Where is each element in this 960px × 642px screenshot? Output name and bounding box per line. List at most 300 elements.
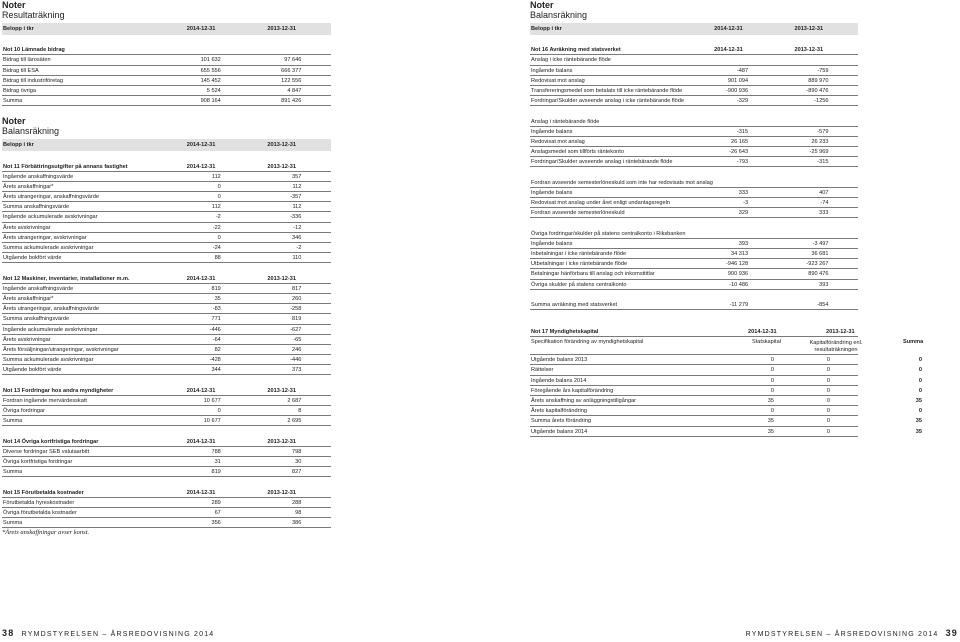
value-2013: 407 (819, 189, 829, 196)
value-2014: 88 (214, 255, 221, 262)
note-heading-row (2, 274, 331, 284)
spacer-row (530, 106, 858, 116)
spacer-row (2, 477, 331, 487)
row-label: Not 14 Övriga kortfristiga fordringar (3, 438, 99, 445)
section-title: Balansräkning (2, 126, 60, 137)
table-row (2, 243, 331, 253)
row-label: Ingående balans (531, 128, 573, 135)
row-label: Summa (3, 418, 23, 425)
value-2013: 98 (295, 509, 302, 516)
table-row (530, 178, 858, 188)
table-row (530, 55, 858, 65)
note-heading-row (2, 45, 331, 55)
value-summa: 35 (915, 398, 922, 404)
balans-table (2, 139, 331, 528)
table-row (530, 365, 922, 375)
value-2013: -579 (817, 128, 829, 135)
row-label: Fordran ingående mervärdesskatt (3, 397, 87, 404)
table-row (2, 406, 331, 416)
header-col-2013: 2013-12-31 (267, 26, 296, 32)
row-label: Årets avskrivningar (3, 336, 51, 343)
row-label: Utgående balans 2013 (531, 357, 588, 364)
value-2013: 2013-12-31 (794, 47, 824, 54)
value-2014: 101 632 (200, 57, 221, 64)
value-kapitalforandring: 0 (826, 357, 830, 364)
value-2013: 2 695 (287, 418, 302, 425)
value-2013: 373 (292, 367, 302, 374)
table-row (530, 147, 858, 157)
value-2014: 5 524 (206, 87, 221, 94)
not17-title: Not 17 Myndighetskapital (531, 329, 599, 336)
value-2013: -890 476 (806, 87, 829, 94)
table-row (2, 447, 331, 457)
row-label: Redovisat mot anslag (531, 77, 585, 84)
table-row (530, 229, 858, 239)
value-2014: 2014-12-31 (186, 489, 216, 496)
header-col-2013: 2013-12-31 (794, 26, 824, 32)
value-2013: -315 (817, 159, 829, 166)
value-2013: 2013-12-31 (267, 275, 296, 282)
value-2013: 30 (295, 458, 302, 465)
not17-statskapital-label: Statskapital (752, 339, 781, 346)
row-label: Bidrag övriga (3, 87, 36, 94)
table-row (2, 233, 331, 243)
page-number-left (2, 628, 214, 638)
value-2014: 112 (211, 173, 221, 180)
table-row (530, 300, 858, 310)
value-2014: 2014-12-31 (186, 438, 216, 445)
section-title: Resultaträkning (2, 10, 65, 20)
spacer-row (530, 167, 858, 177)
value-2014: 145 452 (200, 77, 221, 84)
row-label: Summa årets förändring (531, 418, 592, 425)
value-2013: 386 (292, 520, 302, 527)
value-2014: 819 (211, 285, 221, 292)
row-label: Fordran avseende semesterlöneskuld (531, 210, 625, 217)
table-row (530, 96, 858, 106)
table-header-row (530, 23, 858, 35)
page-number: 38 (2, 628, 15, 638)
value-2014: -793 (736, 159, 749, 166)
table-row (530, 386, 922, 396)
table-row (2, 172, 331, 182)
section-title: Balansräkning (530, 10, 588, 20)
row-label: Transfereringsmedel som betalats till icke räntebärande flöde (531, 87, 683, 94)
table-row (530, 127, 858, 137)
value-2014: 67 (214, 509, 221, 516)
value-statskapital: 0 (770, 408, 774, 415)
table-row (2, 253, 331, 263)
row-label: Redovisat mot anslag (531, 138, 585, 145)
not17-header-row (530, 327, 858, 337)
note-heading-row (530, 45, 858, 55)
table-row (530, 157, 858, 167)
value-2014: 2014-12-31 (186, 163, 216, 170)
value-2013: -854 (817, 301, 829, 308)
value-summa: 0 (918, 377, 922, 384)
value-kapitalforandring: 0 (826, 398, 830, 404)
row-label: Summa (3, 520, 23, 527)
row-label: Ingående balans 2014 (531, 377, 587, 384)
value-2013: 798 (292, 448, 302, 455)
row-label: Föregående års kapitalförändring (531, 387, 614, 394)
value-2013: -258 (290, 306, 302, 313)
table-row (2, 55, 331, 65)
spacer-row (2, 375, 331, 385)
row-label: Ingående anskaffningsvärde (3, 173, 74, 180)
header-col-2013: 2013-12-31 (267, 142, 296, 149)
value-statskapital: 0 (770, 377, 774, 384)
table-row (2, 192, 331, 202)
table-row (530, 376, 922, 386)
table-row (530, 355, 922, 365)
value-summa: 35 (915, 428, 922, 435)
value-2013: 246 (292, 346, 302, 353)
value-2013: 357 (292, 173, 302, 180)
row-label: Årets anskaffning av anläggningstillgångar (531, 398, 637, 404)
header-label: Belopp i tkr (531, 26, 562, 32)
row-label: Årets försäljningar/utrangeringar, avskrivningar (3, 346, 119, 353)
table-row (530, 86, 858, 96)
footnote: *Årets anskaffningar avser konst. (2, 529, 90, 537)
value-2013: 112 (292, 183, 302, 190)
value-2013: 2013-12-31 (267, 163, 296, 170)
table-row (530, 259, 858, 269)
value-2013: 2013-12-31 (267, 387, 296, 394)
value-2014: 900 936 (727, 271, 749, 278)
row-label: Not 15 Förutbetalda kostnader (3, 489, 84, 496)
value-2013: -357 (290, 194, 302, 201)
value-2014: 333 (738, 189, 749, 196)
value-2014: 356 (211, 520, 221, 527)
row-label: Utbetalningar i icke räntebärande flöde (531, 261, 628, 268)
row-label: Not 11 Förbättringsutgifter på annans fastighet (3, 163, 128, 170)
table-row (530, 66, 858, 76)
table-row (2, 335, 331, 345)
row-label: Bidrag till ESA (3, 67, 39, 74)
row-label: Årets utrangeringar, avskrivningar (3, 234, 87, 241)
value-2014: -83 (212, 306, 221, 313)
table-row (530, 406, 922, 416)
value-statskapital: 0 (770, 357, 774, 364)
table-row (530, 117, 858, 127)
row-label: Not 16 Avräkning med statsverket (531, 47, 621, 54)
value-2013: 122 556 (281, 77, 302, 84)
running-title: RYMDSTYRELSEN – ÅRSREDOVISNING 2014 (21, 631, 215, 638)
table-row (530, 416, 922, 426)
value-2013: -446 (290, 357, 302, 364)
value-2014: -11 279 (729, 301, 749, 308)
table-row (2, 314, 331, 324)
row-label: Summa ackumulerade avskrivningar (3, 357, 94, 364)
value-kapitalforandring: 0 (826, 367, 830, 374)
value-2014: -446 (209, 326, 221, 333)
row-label: Summa anskaffningsvärde (3, 316, 70, 323)
not17-subheader-row (530, 337, 924, 355)
value-2013: 827 (292, 469, 302, 476)
value-2014: 329 (738, 210, 749, 217)
value-2014: -22 (212, 224, 221, 231)
value-summa: 0 (918, 387, 922, 394)
value-2014: 788 (211, 448, 221, 455)
table-header-row (2, 23, 331, 35)
row-label: Anslag i räntebärande flöde (531, 118, 600, 125)
value-2014: 10 677 (203, 397, 221, 404)
value-2014: -64 (212, 336, 221, 343)
value-summa: 35 (915, 418, 922, 425)
table-row (530, 239, 858, 249)
row-label: Anslag i icke räntebärande flöde (531, 57, 611, 64)
value-2014: -487 (736, 67, 749, 74)
running-title: RYMDSTYRELSEN – ÅRSREDOVISNING 2014 (745, 631, 939, 638)
not17-kapitalforandring-label: Kapitalförändring enl. resultaträkningen (809, 340, 863, 354)
value-2013: -2 (296, 245, 302, 251)
row-label: Ingående balans (531, 67, 573, 74)
spacer-row (2, 151, 331, 161)
value-2014: -428 (209, 357, 221, 364)
table-row (2, 294, 331, 304)
table-row (530, 269, 858, 279)
value-2014: 31 (214, 458, 221, 465)
table-row (530, 137, 858, 147)
value-2014: 10 677 (203, 418, 221, 425)
row-label: Bidrag till lärosäten (3, 57, 51, 64)
row-label: Övriga fordringar (3, 408, 45, 414)
value-summa: 0 (918, 367, 922, 374)
table-row (530, 427, 922, 437)
value-2013: 36 681 (811, 250, 829, 257)
value-2014: 112 (211, 204, 221, 211)
header-col-2014: 2014-12-31 (714, 26, 743, 32)
table-row (2, 182, 331, 192)
avrakning-table (530, 23, 858, 310)
row-label: Summa ackumulerade avskrivningar (3, 245, 94, 251)
row-label: Förutbetalda hyreskostnader (3, 499, 75, 506)
value-2013: 890 476 (808, 271, 829, 278)
header-label: Belopp i tkr (3, 142, 34, 149)
row-label: Utgående balans 2014 (531, 428, 588, 435)
row-label: Summa anskaffningsvärde (3, 204, 70, 211)
note-heading-row (2, 437, 331, 447)
value-2013: 288 (292, 499, 302, 506)
table-row (2, 416, 331, 426)
value-2014: -10 486 (729, 281, 749, 288)
spacer-row (2, 426, 331, 436)
value-2013: 346 (292, 234, 302, 241)
value-2014: -3 (743, 200, 749, 206)
table-row (530, 396, 922, 406)
row-label: Betalningar hänförbara till anslag och inkomsttitlar (531, 271, 655, 278)
value-statskapital: 0 (770, 367, 774, 374)
table-row (2, 76, 331, 86)
value-2013: 393 (819, 281, 829, 288)
value-kapitalforandring: 0 (826, 428, 830, 435)
row-label: Ingående ackumulerade avskrivningar (3, 214, 98, 221)
not17-spec-label: Specifikation förändring av myndighetskapital (531, 339, 644, 346)
value-statskapital: 35 (767, 398, 774, 404)
spacer-row (530, 35, 858, 45)
value-2014: 344 (211, 367, 221, 374)
value-2014: 0 (217, 234, 221, 241)
table-row (2, 518, 331, 528)
table-row (2, 345, 331, 355)
value-2014: 0 (217, 408, 221, 414)
value-2013: -65 (293, 336, 302, 343)
note-heading-row (2, 162, 331, 172)
row-label: Summa (3, 98, 23, 105)
value-statskapital: 35 (767, 418, 774, 425)
table-row (2, 396, 331, 406)
value-2013: -74 (820, 200, 829, 206)
table-row (530, 198, 858, 208)
table-row (2, 212, 331, 222)
spacer-row (2, 263, 331, 273)
value-2014: -26 643 (729, 149, 749, 156)
value-2013: 26 233 (811, 138, 829, 145)
row-label: Utgående bokfört värde (3, 367, 62, 374)
value-kapitalforandring: 0 (826, 408, 830, 415)
row-label: Diverse fordringar SEB valutaarbitt (3, 448, 90, 455)
table-row (2, 66, 331, 76)
row-label: Övriga fordringar/skulder på statens centralkonto i Riksbanken (531, 230, 686, 237)
value-2013: 819 (292, 316, 302, 323)
value-2014: 34 313 (731, 250, 749, 257)
header-label: Belopp i tkr (3, 26, 34, 32)
row-label: Not 12 Maskiner, inventarier, installationer m.m. (3, 275, 130, 282)
row-label: Anslagsmedel som tillförts räntekonto (531, 149, 624, 156)
table-row (2, 498, 331, 508)
value-2014: -2 (215, 214, 221, 221)
value-kapitalforandring: 0 (826, 418, 830, 425)
value-2014: -24 (212, 245, 221, 251)
row-label: Årets avskrivningar (3, 224, 51, 231)
noter-heading: Noter (2, 0, 26, 10)
value-2013: 4 847 (287, 87, 302, 94)
value-2014: 655 556 (200, 67, 221, 74)
row-label: Ingående anskaffningsvärde (3, 285, 74, 292)
spacer-row (530, 218, 858, 228)
value-2013: 889 970 (808, 77, 829, 84)
value-2014: -946 128 (726, 261, 749, 268)
value-2013: -923 267 (806, 261, 829, 268)
not17-col-2014: 2014-12-31 (748, 329, 777, 336)
value-2014: -315 (736, 128, 749, 135)
noter-heading: Noter (2, 116, 26, 127)
value-2014: 393 (738, 240, 749, 247)
table-row (2, 86, 331, 96)
value-2014: 771 (211, 316, 221, 323)
resultat-table (2, 23, 331, 106)
table-row (530, 76, 858, 86)
row-label: Inbetalningar i icke räntebärande flöde (531, 250, 627, 257)
value-2014: 0 (217, 183, 221, 190)
row-label: Not 10 Lämnade bidrag (3, 47, 65, 54)
value-kapitalforandring: 0 (826, 387, 830, 394)
value-statskapital: 0 (770, 387, 774, 394)
value-2014: 908 164 (200, 98, 221, 105)
table-row (2, 96, 331, 106)
value-2013: -627 (290, 326, 302, 333)
not17-col-2013: 2013-12-31 (826, 329, 855, 336)
row-label: Fordringar/Skulder avseende anslag i räntebärande flöde (531, 159, 673, 166)
row-label: Årets utrangeringar, anskaffningsvärde (3, 194, 99, 201)
spacer-row (530, 290, 858, 300)
value-2013: 2013-12-31 (267, 438, 296, 445)
row-label: Årets anskaffningar* (3, 183, 54, 190)
value-2013: 2 687 (287, 397, 302, 404)
row-label: Summa avräkning med statsverket (531, 301, 618, 308)
row-label: Övriga förutbetalda kostnader (3, 509, 77, 516)
row-label: Fordringar/Skulder avseende anslag i icke räntebärande flöde (531, 98, 684, 105)
value-kapitalforandring: 0 (826, 377, 830, 384)
value-statskapital: 35 (767, 428, 774, 435)
table-row (2, 202, 331, 212)
table-row (530, 280, 858, 290)
value-2014: 35 (214, 295, 221, 302)
value-2014: -900 936 (726, 87, 749, 94)
value-2013: -25 969 (809, 149, 829, 156)
row-label: Ingående balans (531, 240, 573, 247)
row-label: Övriga skulder på statens centralkonto (531, 281, 627, 288)
row-label: Redovisat mot anslag under året enligt undantagsregeln (531, 200, 671, 206)
row-label: Årets anskaffningar* (3, 295, 54, 302)
table-row (2, 284, 331, 294)
value-2013: -759 (817, 67, 829, 74)
value-2013: -336 (290, 214, 302, 221)
value-2013: 2013-12-31 (267, 489, 296, 496)
row-label: Bidrag till industriföretag (3, 77, 64, 84)
value-2013: 112 (292, 204, 302, 211)
value-2014: 819 (211, 469, 221, 476)
table-row (2, 304, 331, 314)
value-2014: 82 (214, 346, 221, 353)
value-2014: 2014-12-31 (714, 47, 743, 54)
not17-summa-label: Summa (903, 339, 924, 346)
not17-table (530, 327, 924, 437)
table-row (530, 249, 858, 259)
table-header-row (2, 139, 331, 151)
table-row (530, 208, 858, 218)
value-2013: 666 377 (281, 67, 302, 74)
row-label: Ingående ackumulerade avskrivningar (3, 326, 98, 333)
row-label: Ingående balans (531, 189, 573, 196)
row-label: Summa (3, 469, 23, 476)
table-row (2, 325, 331, 335)
left-column (2, 0, 331, 537)
value-summa: 0 (918, 408, 922, 415)
value-2013: 260 (292, 295, 302, 302)
value-2014: 0 (217, 194, 221, 201)
table-row (2, 467, 331, 477)
noter-heading: Noter (530, 0, 554, 10)
table-row (2, 223, 331, 233)
value-2013: -3 497 (812, 240, 829, 247)
value-2013: 891 426 (281, 98, 302, 105)
value-2013: 333 (819, 210, 829, 217)
value-2013: -12 (293, 224, 302, 231)
table-row (2, 508, 331, 518)
spacer-row (2, 35, 331, 45)
row-label: Utgående bokfört värde (3, 255, 62, 262)
note-heading-row (2, 488, 331, 498)
table-row (2, 355, 331, 365)
value-2014: 2014-12-31 (186, 387, 216, 394)
value-summa: 0 (918, 357, 922, 364)
row-label: Fordran avseende semesterlöneskuld som inte har redovisats mot anslag (531, 179, 713, 186)
value-2014: -329 (736, 98, 749, 105)
row-label: Rättelser (531, 367, 554, 374)
table-row (2, 365, 331, 375)
